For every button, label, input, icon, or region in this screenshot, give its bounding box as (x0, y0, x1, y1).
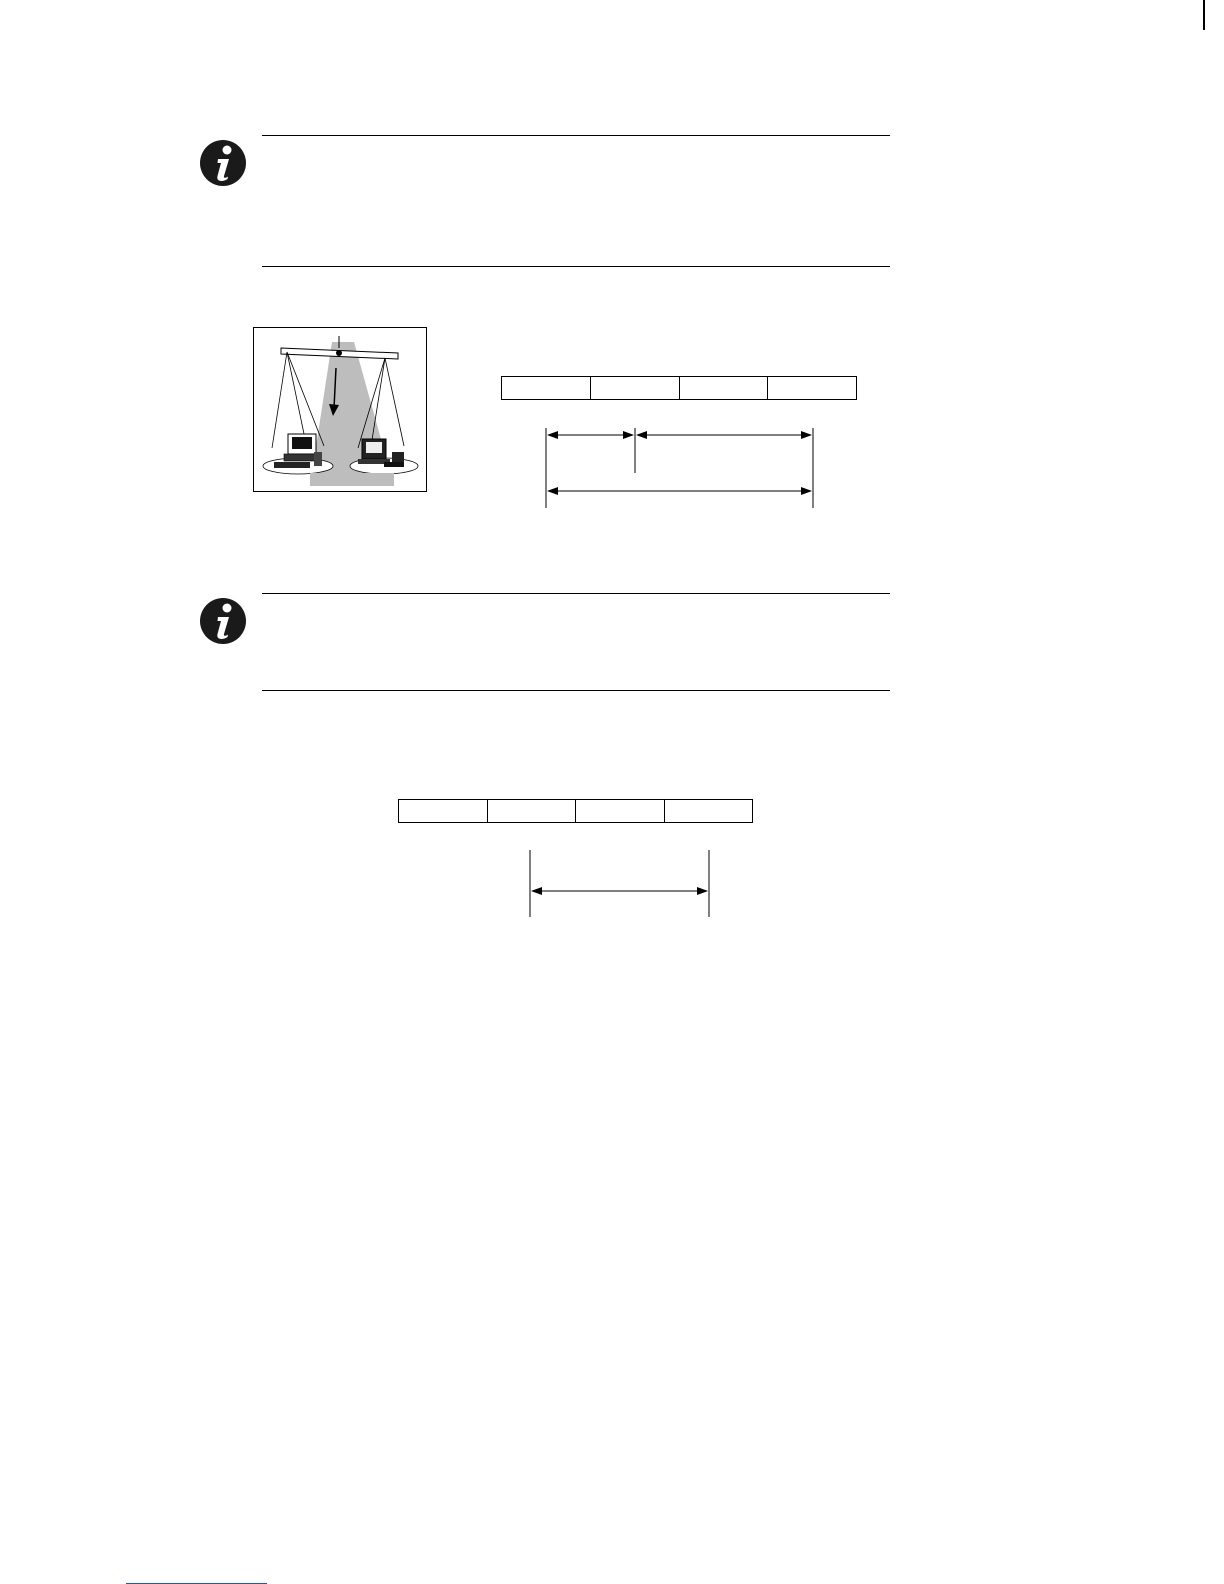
note-top-rule (262, 593, 890, 594)
segment-cell (591, 377, 680, 399)
balance-scale-illustration (253, 327, 427, 492)
info-icon (198, 138, 248, 188)
segment-cell (665, 800, 753, 822)
single-interval-diagram (520, 845, 720, 920)
long-interval-arrow (636, 431, 812, 439)
segment-cell (488, 800, 577, 822)
segment-cell (576, 800, 665, 822)
segment-cell (502, 377, 591, 399)
segment-cell (768, 377, 856, 399)
segment-cell (680, 377, 769, 399)
segment-row-upper (501, 376, 857, 400)
note-top-rule (262, 135, 890, 136)
segment-row-lower (398, 799, 753, 823)
info-icon (198, 596, 248, 646)
short-interval-arrow (547, 431, 634, 439)
segment-cell (399, 800, 488, 822)
total-interval-arrow (547, 487, 812, 495)
page-edge-mark (1203, 0, 1205, 30)
note-bottom-rule (262, 690, 890, 691)
interval-dimension-diagram (530, 420, 830, 510)
interval-arrow (531, 887, 708, 895)
note-bottom-rule (262, 266, 890, 267)
